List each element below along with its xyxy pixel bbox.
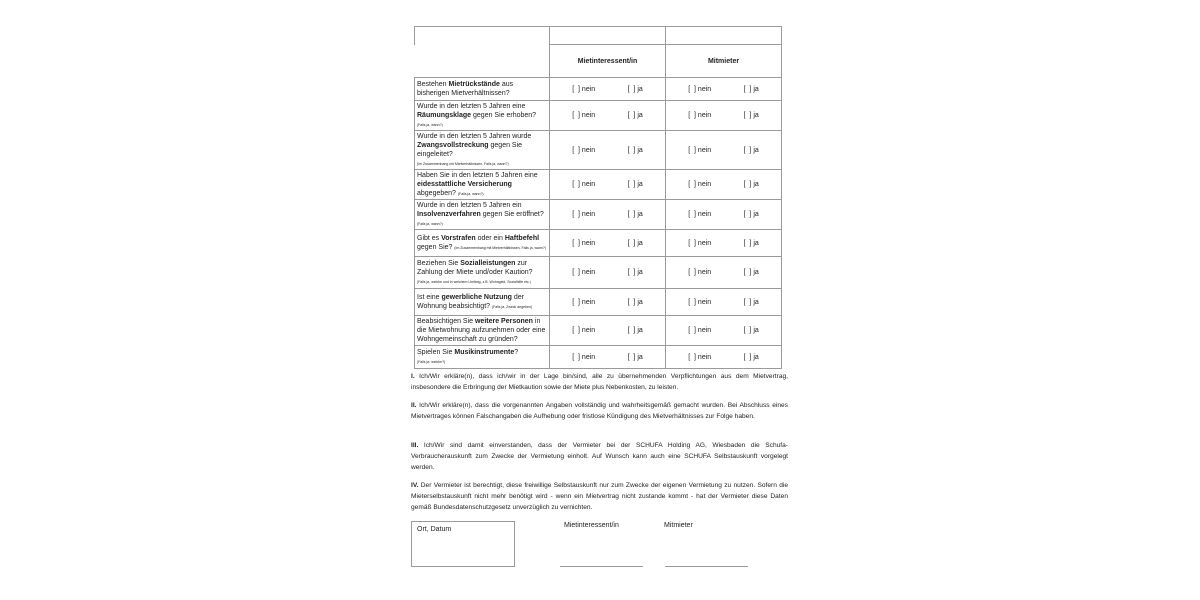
answer-cell-mietinteressent [550,316,666,346]
checkbox-nein[interactable]: [ ] nein [688,211,712,218]
signature-line-mietinteressent[interactable] [560,566,643,567]
checkbox-nein[interactable]: [ ] nein [688,181,712,188]
question-cell: Ist eine gewerbliche Nutzung der Wohnung beabsichtigt? (Falls ja, Zweck angeben) [415,289,550,316]
checkbox-nein[interactable]: [ ] nein [688,85,712,93]
checkbox-ja[interactable]: [ ] ja [743,353,759,361]
question-cell: Wurde in den letzten 5 Jahren eine Räumungsklage gegen Sie erhoben? (Falls ja, wann?) [415,101,550,131]
checkbox-ja[interactable]: [ ] ja [627,181,643,188]
checkbox-ja[interactable]: [ ] ja [627,112,643,119]
checkbox-ja[interactable]: [ ] ja [627,85,643,93]
blank-cell [666,27,782,45]
declaration-paragraph [411,400,788,422]
place-date-label: Ort, Datum [417,526,452,533]
declaration-text: Ich/Wir erkläre(n), dass die vorgenannten Angaben vollständig und wahrheitsgemäß gemacht wurden. Bei Abschluss eines Mietvertrages können Falschangaben die Aufhebung oder fristlose Kündigung des Mietverhältnisses zur Folge haben. [411,402,788,420]
place-date-box[interactable] [411,521,515,567]
header-mitmieter: Mitmieter [666,45,782,78]
checkbox-ja[interactable]: [ ] ja [743,327,759,334]
checkbox-ja[interactable]: [ ] ja [743,211,759,218]
table-row [415,200,782,230]
declaration-number: III. [411,442,419,449]
question-cell: Spielen Sie Musikinstrumente? (Falls ja: welche?) [415,346,550,369]
answer-cell-mietinteressent [550,78,666,101]
checkbox-ja[interactable]: [ ] ja [743,181,759,188]
answer-cell-mietinteressent [550,200,666,230]
table-row [415,230,782,257]
answer-cell-mitmieter [666,346,782,369]
checkbox-ja[interactable]: [ ] ja [627,146,643,154]
checkbox-nein[interactable]: [ ] nein [688,327,712,334]
answer-cell-mietinteressent [550,131,666,170]
checkbox-ja[interactable]: [ ] ja [743,85,759,93]
answer-cell-mitmieter [666,289,782,316]
declaration-text: Ich/Wir sind damit einverstanden, dass der Vermieter bei der SCHUFA Holding AG, Wiesbaden die Schufa-Verbraucherauskunft zum Zwecke der Vermietung einholt. Auf Wunsch kann auch eine SCHUFA Selbstauskunft vorgelegt werden. [411,442,788,471]
answer-cell-mietinteressent [550,230,666,257]
checkbox-ja[interactable]: [ ] ja [627,269,643,276]
answer-cell-mitmieter [666,257,782,289]
checkbox-ja[interactable]: [ ] ja [743,112,759,119]
table-row [415,131,782,170]
declaration-number: II. [411,402,417,409]
declaration-text: Ich/Wir erkläre(n), dass ich/wir in der Lage bin/sind, alle zu übernehmenden Verpflichtungen aus dem Mietvertrag, insbesondere die Erbringung der Mietkaution sowie der Miete plus Nebenkosten, zu leisten. [411,373,788,391]
answer-cell-mitmieter [666,170,782,200]
question-cell: Gibt es Vorstrafen oder ein Haftbefehl gegen Sie? (Im Zusammenhang mit Mietverhältnissen. Falls ja, wann?) [415,230,550,257]
checkbox-nein[interactable]: [ ] nein [688,146,712,154]
question-cell: Wurde in den letzten 5 Jahren ein Insolvenzverfahren gegen Sie eröffnet? (Falls ja, wann?) [415,200,550,230]
table-header-blank-row [415,27,782,45]
checkbox-ja[interactable]: [ ] ja [627,327,643,334]
answer-cell-mietinteressent [550,257,666,289]
declaration-paragraph [411,371,788,393]
blank-cell [550,27,666,45]
checkbox-nein[interactable]: [ ] nein [572,353,596,361]
answer-cell-mietinteressent [550,346,666,369]
checkbox-ja[interactable]: [ ] ja [627,298,643,306]
table-row [415,316,782,346]
declaration-paragraph [411,480,788,513]
checkbox-nein[interactable]: [ ] nein [688,269,712,276]
checkbox-ja[interactable]: [ ] ja [743,298,759,306]
checkbox-ja[interactable]: [ ] ja [627,353,643,361]
checkbox-ja[interactable]: [ ] ja [627,239,643,247]
question-cell: Beziehen Sie Sozialleistungen zur Zahlung der Miete und/oder Kaution? (Falls ja, welche und in welchem Umfang, z.B. Wohngeld, Sozialhilfe etc.) [415,257,550,289]
answer-cell-mietinteressent [550,101,666,131]
answer-cell-mitmieter [666,131,782,170]
checkbox-ja[interactable]: [ ] ja [627,211,643,218]
answer-cell-mitmieter [666,78,782,101]
question-cell: Wurde in den letzten 5 Jahren wurde Zwangsvollstreckung gegen Sie eingeleitet? (Im Zusammenhang mit Mietverhältnissen. Falls ja, wann?) [415,131,550,170]
answer-cell-mitmieter [666,101,782,131]
table-header-row [415,45,782,78]
declaration-text: Der Vermieter ist berechtigt, diese freiwillige Selbstauskunft nur zum Zwecke der eigenen Vermietung zu nutzen. Sofern die Mieterselbstauskunft nicht mehr benötigt wird - wenn ein Mietvertrag nicht zustande kommt - hat der Vermieter diese Daten gemäß Bundesdatenschutzgesetz unverzüglich zu vernichten. [411,482,788,511]
header-mietinteressent: Mietinteressent/in [550,45,666,78]
declaration-paragraph [411,440,788,473]
blank-cell [415,45,550,78]
table-row [415,78,782,101]
answer-cell-mitmieter [666,200,782,230]
table-row [415,257,782,289]
checkbox-ja[interactable]: [ ] ja [743,269,759,276]
checkbox-nein[interactable]: [ ] nein [572,211,596,218]
table-row [415,289,782,316]
signature-label-mitmieter: Mitmieter [664,522,693,529]
checkbox-ja[interactable]: [ ] ja [743,146,759,154]
self-disclosure-table [414,26,782,369]
signature-label-mietinteressent: Mietinteressent/in [564,522,619,529]
checkbox-nein[interactable]: [ ] nein [688,112,712,119]
question-cell: Haben Sie in den letzten 5 Jahren eine eidesstattliche Versicherung abgegeben? (Falls ja, wann?) [415,170,550,200]
answer-cell-mitmieter [666,230,782,257]
table-row [415,346,782,369]
checkbox-nein[interactable]: [ ] nein [572,85,596,93]
checkbox-nein[interactable]: [ ] nein [572,112,596,119]
table-row [415,170,782,200]
checkbox-nein[interactable]: [ ] nein [688,298,712,306]
checkbox-nein[interactable]: [ ] nein [572,298,596,306]
table-row [415,101,782,131]
answer-cell-mietinteressent [550,289,666,316]
declaration-number: I. [411,373,415,380]
checkbox-ja[interactable]: [ ] ja [743,239,759,247]
signature-line-mitmieter[interactable] [665,566,748,567]
checkbox-nein[interactable]: [ ] nein [572,327,596,334]
checkbox-nein[interactable]: [ ] nein [572,181,596,188]
question-cell: Beabsichtigen Sie weitere Personen in die Mietwohnung aufzunehmen oder eine Wohngemeinschaft zu gründen? [415,316,550,346]
answer-cell-mitmieter [666,316,782,346]
form-page [408,20,792,580]
checkbox-nein[interactable]: [ ] nein [572,146,596,154]
checkbox-nein[interactable]: [ ] nein [688,353,712,361]
checkbox-nein[interactable]: [ ] nein [572,239,596,247]
blank-cell [415,27,550,45]
answer-cell-mietinteressent [550,170,666,200]
declaration-number: IV. [411,482,419,489]
question-cell: Bestehen Mietrückstände aus bisherigen Mietverhältnissen? [415,78,550,101]
checkbox-nein[interactable]: [ ] nein [572,269,596,276]
checkbox-nein[interactable]: [ ] nein [688,239,712,247]
